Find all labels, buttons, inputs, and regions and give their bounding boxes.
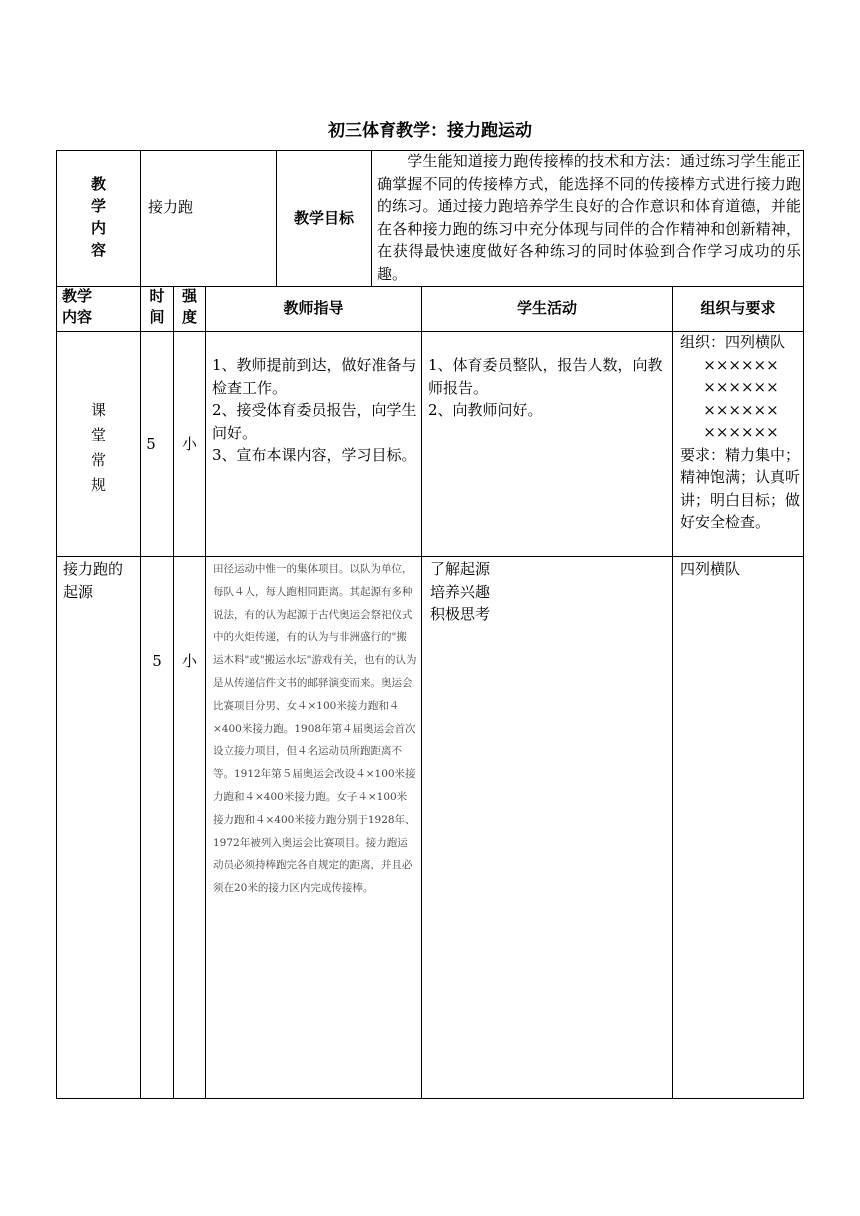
rule — [56, 1098, 804, 1099]
rule — [371, 150, 372, 286]
rule — [173, 286, 174, 1098]
row1-content-char: 堂 — [90, 426, 106, 444]
content-value: 接力跑 — [148, 198, 194, 216]
header-student: 学生活动 — [516, 299, 577, 317]
header-time — [141, 286, 173, 328]
rule — [140, 286, 141, 1098]
row2-content: 接力跑的起源 — [63, 560, 124, 601]
row1-content — [57, 398, 140, 498]
row2-student — [430, 558, 668, 626]
content-label — [57, 173, 140, 261]
row1-content-char: 常 — [90, 451, 106, 469]
header-time-char: 间 — [149, 308, 165, 326]
row1-content-char: 规 — [90, 476, 106, 494]
rule — [803, 150, 804, 1098]
header-time-char: 时 — [149, 287, 165, 305]
header-content-line: 教学 — [62, 287, 93, 305]
rule — [205, 286, 206, 1098]
content-label-char: 学 — [90, 197, 106, 215]
row1-student-item: 1、体育委员整队，报告人数，向教师报告。 — [428, 356, 663, 397]
row1-teacher — [212, 354, 418, 467]
header-content-line: 内容 — [62, 308, 93, 326]
row1-intensity: 小 — [181, 435, 197, 453]
rule — [421, 286, 422, 1098]
formation-line: ×××××× — [703, 355, 779, 374]
row1-org — [680, 331, 802, 534]
rule — [56, 556, 804, 557]
formation-line: ×××××× — [703, 400, 779, 419]
rule — [672, 286, 673, 1098]
header-intensity — [174, 286, 205, 328]
header-teacher: 教师指导 — [283, 299, 344, 317]
formation-line: ×××××× — [703, 423, 779, 441]
row2-org: 四列横队 — [680, 560, 741, 578]
goal-text: 学生能知道接力跑传接棒的技术和方法：通过练习学生能正确掌握不同的传接棒方式，能选择不同的传接棒方式进行接力跑的练习。通过接力跑培养学生良好的合作意识和体育道德，并能在各种接力跑的练习中充分体现与同伴的合作精神和创新精神，在获得最快速度做好各种练习的同时体验到合作学习成功的乐趣。 — [377, 152, 801, 283]
header-content — [62, 286, 140, 328]
row2-student-item: 了解起源 — [430, 560, 491, 578]
row1-teacher-item: 3、宣布本课内容，学习目标。 — [212, 446, 417, 464]
header-intensity-char: 强 — [181, 287, 197, 305]
row2-student-item: 积极思考 — [430, 605, 491, 623]
row2-teacher: 田径运动中惟一的集体项目。以队为单位，每队４人，每人跑相同距离。其起源有多种说法，有的认为起源于古代奥运会祭祀仪式中的火炬传递，有的认为与非洲盛行的"搬运木料"或"搬运水坛"游戏有关，也有的认为是从传递信件文书的邮驿演变而来。奥运会比赛项目分男、女４×100米接力跑和４×400米接力跑。1908年第４届奥运会首次设立接力项目，但４名运动员所跑距离不等。1912年第５届奥运会改设４×100米接力跑和４×400米接力跑。女子４×100米接力跑和４×400米接力跑分别于1928年、1972年被列入奥运会比赛项目。接力跑运动员必须持棒跑完各自规定的距离，并且必须在20米的接力区内完成传接棒。 — [213, 563, 417, 895]
page-title: 初三体育教学：接力跑运动 — [328, 121, 532, 141]
header-org: 组织与要求 — [700, 299, 776, 317]
goal-label: 教学目标 — [293, 209, 354, 227]
row1-content-char: 课 — [90, 401, 106, 419]
rule — [140, 150, 141, 286]
row2-time: 5 — [152, 652, 162, 670]
row1-student-item: 2、向教师问好。 — [428, 401, 543, 419]
row1-teacher-item: 1、教师提前到达，做好准备与检查工作。 — [212, 356, 417, 397]
header-intensity-char: 度 — [181, 308, 197, 326]
row2-intensity: 小 — [181, 652, 197, 670]
org-requirements: 要求：精力集中；精神饱满；认真听讲；明白目标；做好安全检查。 — [680, 445, 801, 531]
row1-student — [428, 354, 668, 422]
row2-student-item: 培养兴趣 — [430, 582, 491, 601]
content-label-char: 容 — [90, 241, 106, 259]
content-label-char: 内 — [90, 219, 106, 237]
row1-time: 5 — [146, 435, 156, 453]
org-title: 组织：四列横队 — [680, 333, 786, 351]
content-label-char: 教 — [90, 175, 106, 193]
row1-teacher-item: 2、接受体育委员报告，向学生问好。 — [212, 401, 417, 442]
rule — [56, 150, 57, 1098]
formation-line: ×××××× — [703, 378, 779, 396]
